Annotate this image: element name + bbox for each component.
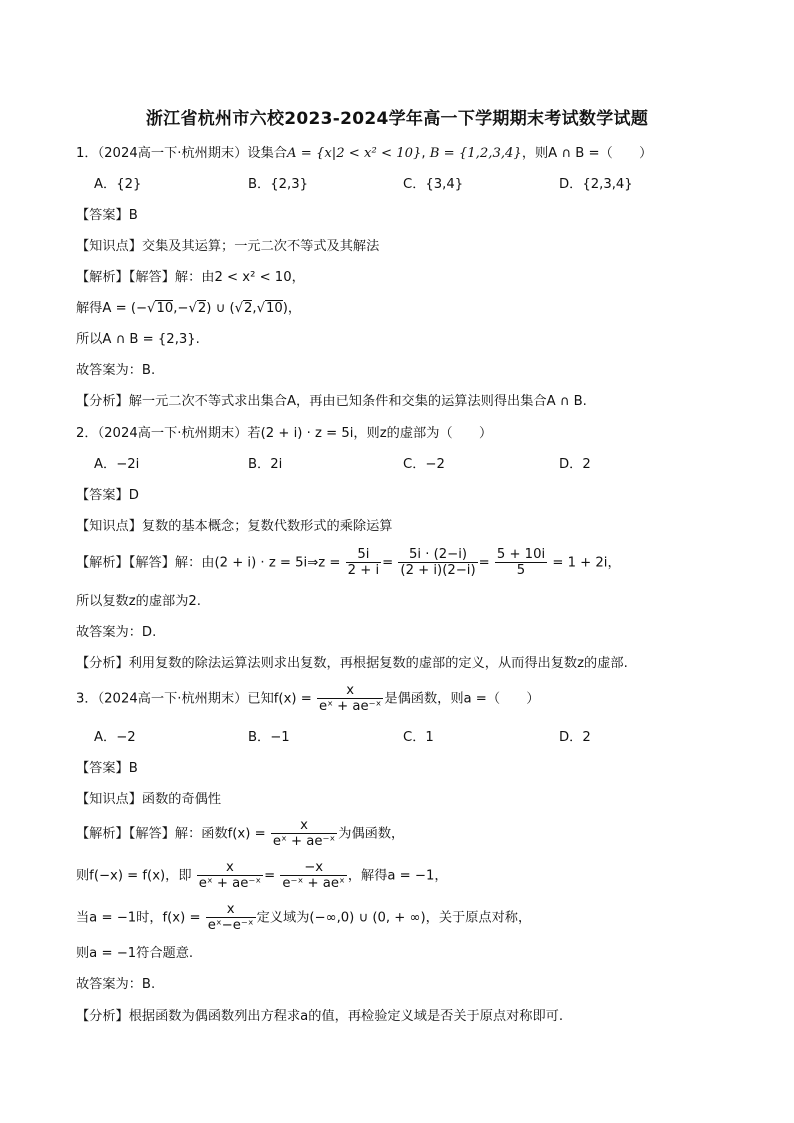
q3-line2-fraction-1: $\frac{x}{\text{eˣ + ae⁻ˣ}}$	[198, 860, 262, 891]
q1-option-c: C．{3,4}	[403, 177, 464, 192]
q3-final: 故答案为：B.	[76, 977, 156, 992]
q3-option-c: C．1	[403, 730, 434, 745]
q2-analysis-line1: 【解析】【解答】解：由(2 + i) · z = 5i⇒z = $\frac{5i}{2 + i}$ = $\frac{5i \cdot (2-i)}{(2 + i)(2-i)}$ = $\frac{5 + 10i}{5}$ = 1 + 2i，	[76, 547, 621, 578]
q3-stem-fraction: $\frac{x}{\text{eˣ + ae⁻ˣ}}$	[318, 683, 382, 714]
q2-stem: 2．（2024高一下·杭州期末）若(2 + i) · z = 5i，则z的虚部为（ ）	[76, 426, 493, 441]
q3-option-a: A．−2	[94, 730, 136, 745]
q3-option-b: B．−1	[248, 730, 290, 745]
q1-summary: 【分析】解一元二次不等式求出集合A，再由已知条件和交集的运算法则得出集合A ∩ B.	[76, 394, 587, 409]
q2-summary: 【分析】利用复数的除法运算法则求出复数，再根据复数的虚部的定义，从而得出复数z的虚部.	[76, 656, 628, 671]
q3-line3-fraction: $\frac{x}{\text{eˣ−e⁻ˣ}}$	[207, 902, 254, 933]
q3-summary: 【分析】根据函数为偶函数列出方程求a的值，再检验定义域是否关于原点对称即可.	[76, 1009, 564, 1024]
q1-analysis-line1: 【解析】【解答】解：由2 < x² < 10，	[76, 270, 305, 285]
q2-option-c: C．−2	[403, 457, 445, 472]
q3-stem: 3．（2024高一下·杭州期末）已知f(x) = $\frac{x}{\text{eˣ + ae⁻ˣ}}$ 是偶函数，则a =（ ）	[76, 683, 540, 714]
q3-analysis-line4: 则a = −1符合题意.	[76, 946, 194, 961]
q2-option-a: A．−2i	[94, 457, 140, 472]
q3-answer: 【答案】B	[76, 761, 138, 776]
q1-analysis-line3: 所以A ∩ B = {2,3}.	[76, 332, 200, 347]
q1-option-a: A．{2}	[94, 177, 142, 192]
q1-option-d: D．{2,3,4}	[559, 177, 633, 192]
q2-knowledge: 【知识点】复数的基本概念；复数代数形式的乘除运算	[76, 519, 393, 534]
q2-option-b: B．2i	[248, 457, 283, 472]
document-title: 浙江省杭州市六校2023-2024学年高一下学期期末考试数学试题	[145, 109, 649, 129]
q3-analysis-line2: 则f(−x) = f(x)，即 $\frac{x}{\text{eˣ + ae⁻ˣ}}$ = $\frac{-x}{\text{e⁻ˣ + aeˣ}}$ ，解得a = −1，	[76, 860, 448, 891]
q1-stem: 1．（2024高一下·杭州期末）设集合A = {x|2 < x² < 10}, B = {1,2,3,4}，则A ∩ B =（ ）	[76, 146, 653, 161]
q3-line2-fraction-2: $\frac{-x}{\text{e⁻ˣ + aeˣ}}$	[282, 860, 345, 891]
q2-final: 故答案为：D.	[76, 625, 157, 640]
q1-option-b: B．{2,3}	[248, 177, 308, 192]
q1-final: 故答案为：B.	[76, 363, 156, 378]
q1-set-b: B = {1,2,3,4}	[429, 146, 522, 161]
q3-option-d: D．2	[559, 730, 591, 745]
q2-fraction-3: $\frac{5 + 10i}{5}$	[496, 547, 546, 578]
q3-analysis-line1: 【解析】【解答】解：函数f(x) = $\frac{x}{\text{eˣ + ae⁻ˣ}}$ 为偶函数，	[76, 818, 405, 849]
q2-fraction-2: $\frac{5i \cdot (2-i)}{(2 + i)(2-i)}$	[400, 547, 476, 578]
q1-stem-ask: ，则A ∩ B =（ ）	[521, 146, 653, 161]
q1-answer: 【答案】B	[76, 208, 138, 223]
q1-set-a: A = {x|2 < x² < 10}	[286, 146, 422, 161]
q2-analysis-line2: 所以复数z的虚部为2.	[76, 594, 202, 609]
q2-answer: 【答案】D	[76, 488, 139, 503]
q3-analysis-fraction: $\frac{x}{\text{eˣ + ae⁻ˣ}}$	[272, 818, 336, 849]
q3-knowledge: 【知识点】函数的奇偶性	[76, 792, 222, 807]
q1-knowledge: 【知识点】交集及其运算；一元二次不等式及其解法	[76, 239, 380, 254]
q2-fraction-1: $\frac{5i}{2 + i}$	[347, 547, 380, 578]
q1-analysis-line2: 解得A = (−√10,−√2) ∪ (√2,√10)，	[76, 301, 302, 316]
q2-option-d: D．2	[559, 457, 591, 472]
q1-stem-prefix: 1．（2024高一下·杭州期末）设集合	[76, 146, 287, 161]
q3-analysis-line3: 当a = −1时，f(x) = $\frac{x}{\text{eˣ−e⁻ˣ}}$ 定义域为(−∞,0) ∪ (0, + ∞)，关于原点对称，	[76, 902, 532, 933]
